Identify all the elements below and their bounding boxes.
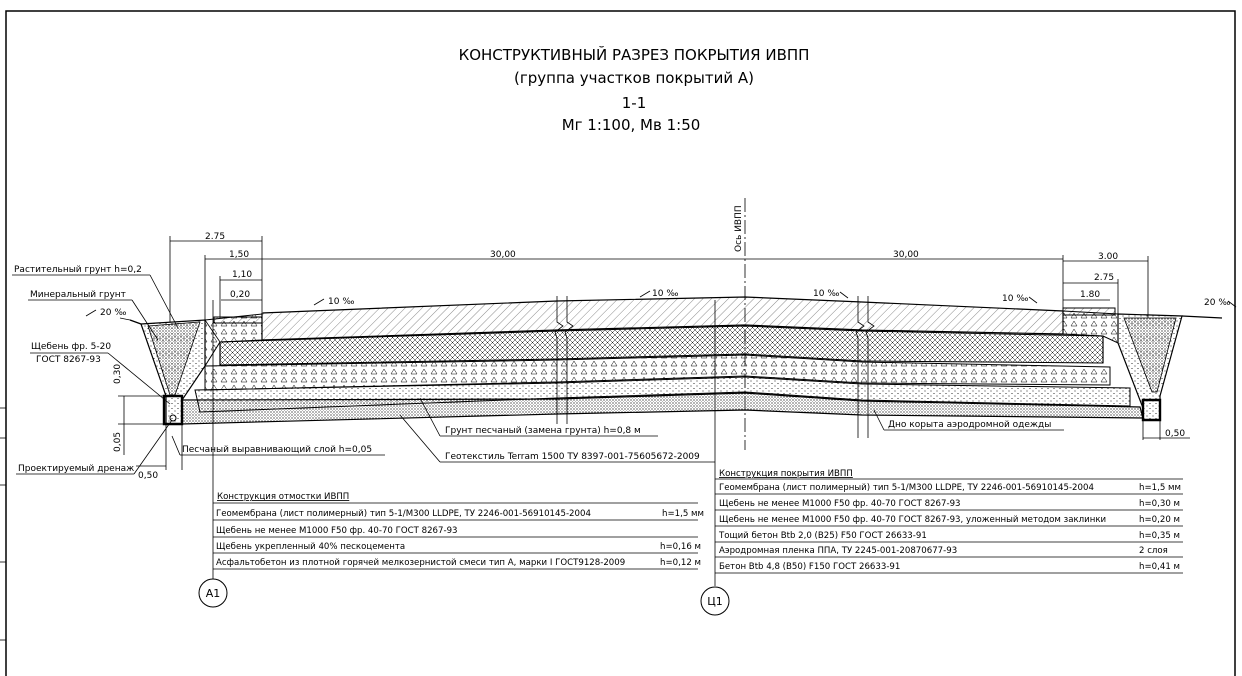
table-c1-row-1-name: Геомембрана (лист полимерный) тип 5-1/М300 LLDPE, ТУ 2246-001-56910145-2004 bbox=[719, 483, 1094, 493]
table-a1-row-4-name: Асфальтобетон из плотной горячей мелкозернистой смеси тип А, марки I ГОСТ9128-2009 bbox=[216, 558, 626, 568]
callout-drain: Проектируемый дренаж bbox=[18, 464, 135, 474]
callout-trough-bottom: Дно корыта аэродромной одежды bbox=[888, 420, 1052, 430]
table-a1-row-4-value: h=0,12 м bbox=[660, 558, 701, 568]
table-a1-row-2-name: Щебень не менее М1000 F50 фр. 40-70 ГОСТ 8267-93 bbox=[216, 526, 458, 536]
callout-geotextile: Геотекстиль Terram 1500 ТУ 8397-001-75605672-2009 bbox=[445, 452, 700, 462]
table-c1-row-4-name: Тощий бетон Вtb 2,0 (В25) F50 ГОСТ 26633-91 bbox=[719, 531, 927, 541]
title-line-3: 1-1 bbox=[621, 94, 647, 112]
dim-span-left: 30,00 bbox=[490, 250, 516, 260]
slope-left-inner: 10 ‰ bbox=[328, 297, 355, 307]
title-line-4: Мг 1:100, Мв 1:50 bbox=[561, 116, 701, 134]
table-c1-row-4-value: h=0,35 м bbox=[1139, 531, 1180, 541]
pavement-section bbox=[120, 198, 1222, 450]
table-a1-row-3-name: Щебень укрепленный 40% пескоцемента bbox=[216, 542, 406, 552]
table-c1-row-6-value: h=0,41 м bbox=[1139, 562, 1180, 572]
slope-center-left: 10 ‰ bbox=[652, 289, 679, 299]
table-a1-row-3-value: h=0,16 м bbox=[660, 542, 701, 552]
dim-right-275: 2.75 bbox=[1094, 273, 1115, 283]
title-line-1: КОНСТРУКТИВНЫЙ РАЗРЕЗ ПОКРЫТИЯ ИВПП bbox=[458, 46, 810, 64]
table-c1-row-1-value: h=1,5 мм bbox=[1139, 483, 1182, 493]
table-c1-heading: Конструкция покрытия ИВПП bbox=[719, 469, 853, 479]
marker-a1 bbox=[199, 579, 227, 607]
callout-crushed-2: ГОСТ 8267-93 bbox=[36, 355, 101, 365]
dim-span-right: 30,00 bbox=[893, 250, 919, 260]
table-a1-row-1-value: h=1,5 мм bbox=[662, 509, 705, 519]
callout-mineral: Минеральный грунт bbox=[30, 290, 126, 300]
table-a1-row-1-name: Геомембрана (лист полимерный) тип 5-1/М300 LLDPE, ТУ 2246-001-56910145-2004 bbox=[216, 509, 591, 519]
table-c1-row-6-name: Бетон Вtb 4,8 (В50) F150 ГОСТ 26633-91 bbox=[719, 562, 901, 572]
dim-right-300: 3.00 bbox=[1098, 252, 1119, 262]
dim-left-030: 0,30 bbox=[113, 363, 123, 384]
table-c1-row-3-name: Щебень не менее М1000 F50 фр. 40-70 ГОСТ 8267-93, уложенный методом заклинки bbox=[719, 515, 1107, 525]
dim-left-110: 1,10 bbox=[232, 270, 253, 280]
dim-left-020: 0,20 bbox=[230, 290, 251, 300]
table-c1-row-2-value: h=0,30 м bbox=[1139, 499, 1180, 509]
callout-sand-soil: Грунт песчаный (замена грунта) h=0,8 м bbox=[445, 426, 641, 436]
slope-center-right: 10 ‰ bbox=[813, 289, 840, 299]
slope-right-outer: 20 ‰ bbox=[1204, 298, 1231, 308]
callout-topsoil: Растительный грунт h=0,2 bbox=[14, 265, 142, 275]
marker-c1 bbox=[701, 587, 729, 615]
dim-right-180: 1.80 bbox=[1080, 290, 1101, 300]
dim-left-150: 1,50 bbox=[229, 250, 250, 260]
table-c1-row-5-value: 2 слоя bbox=[1139, 546, 1168, 556]
dim-right-050: 0,50 bbox=[1165, 429, 1186, 439]
callout-sand-layer: Песчаный выравнивающий слой h=0,05 bbox=[182, 445, 373, 455]
slope-right-inner: 10 ‰ bbox=[1002, 294, 1029, 304]
table-c1-row-2-name: Щебень не менее М1000 F50 фр. 40-70 ГОСТ 8267-93 bbox=[719, 499, 961, 509]
callout-crushed-1: Щебень фр. 5-20 bbox=[31, 342, 112, 352]
table-a1-heading: Конструкция отмостки ИВПП bbox=[217, 492, 350, 502]
dim-left-275: 2.75 bbox=[205, 232, 226, 242]
marker-c1-label: Ц1 bbox=[707, 595, 723, 608]
table-c1-row-3-value: h=0,20 м bbox=[1139, 515, 1180, 525]
title-line-2: (группа участков покрытий А) bbox=[514, 69, 754, 87]
runway-axis-label: Ось ИВПП bbox=[734, 205, 744, 252]
dim-left-005: 0,05 bbox=[113, 431, 123, 452]
marker-a1-label: А1 bbox=[205, 587, 221, 600]
dim-left-050: 0,50 bbox=[138, 471, 159, 481]
slope-left-outer: 20 ‰ bbox=[100, 308, 127, 318]
table-c1-row-5-name: Аэродромная пленка ППА, ТУ 2245-001-20870677-93 bbox=[719, 546, 958, 556]
